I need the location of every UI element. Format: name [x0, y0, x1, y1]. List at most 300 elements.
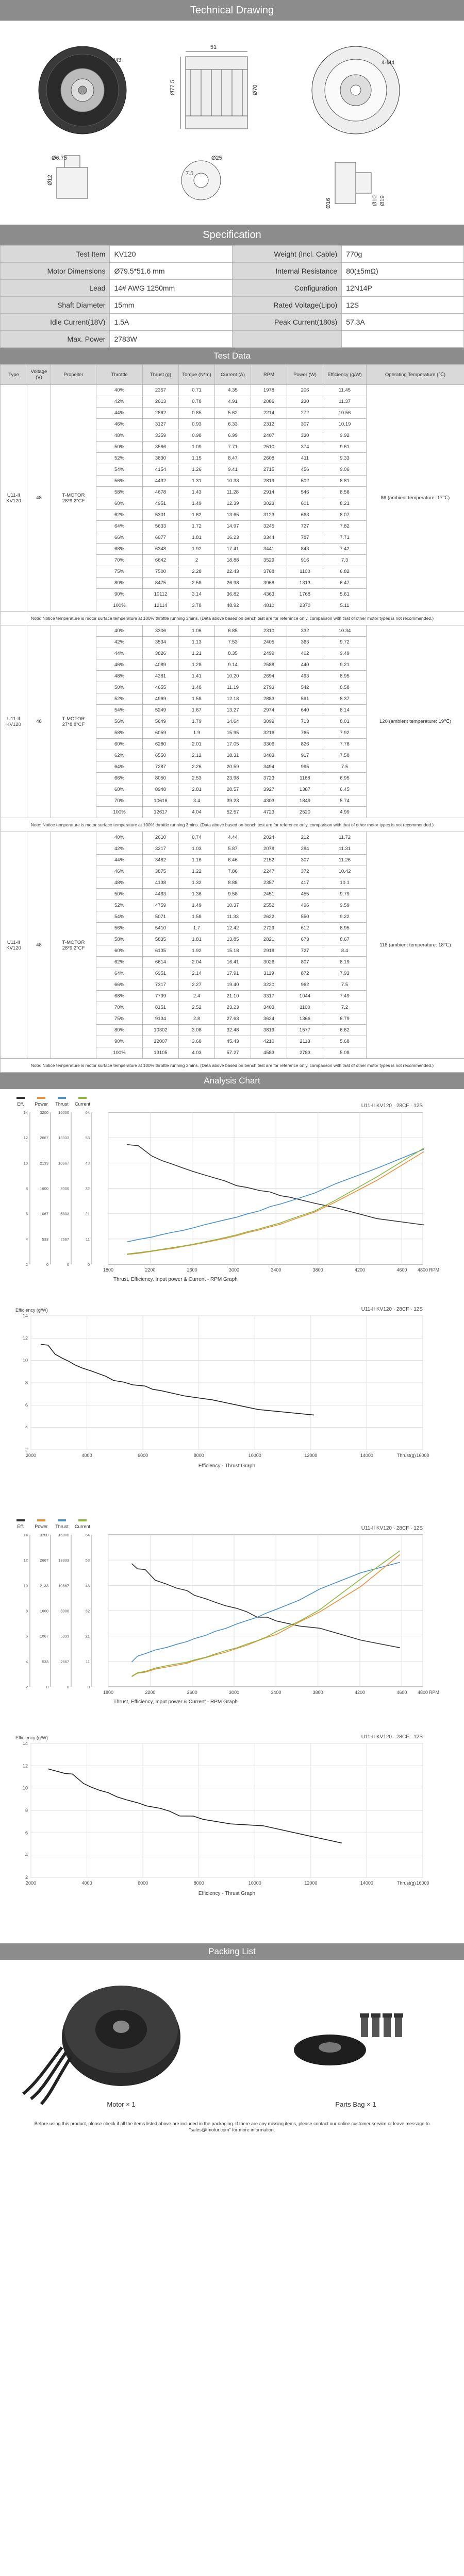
table-cell: 502	[287, 476, 323, 487]
y-tick-label: 2667	[40, 1136, 48, 1141]
y-tick-label: 43	[85, 1161, 90, 1166]
table-cell: 13105	[143, 1047, 179, 1059]
table-cell: 6.46	[215, 855, 251, 866]
spec-label: Motor Dimensions	[1, 263, 110, 280]
table-cell: 1100	[287, 1002, 323, 1013]
y-tick-label: 8	[25, 1186, 28, 1191]
table-cell: 7317	[143, 979, 179, 991]
table-cell: 9.61	[323, 442, 367, 453]
table-cell: 66%	[96, 532, 143, 544]
table-cell: 2.26	[179, 761, 215, 773]
table-cell: 42%	[96, 396, 143, 408]
table-cell: 4583	[251, 1047, 287, 1059]
table-cell: 10302	[143, 1025, 179, 1036]
table-cell: 75%	[96, 566, 143, 578]
motor-label: Motor × 1	[107, 2100, 136, 2108]
table-cell: 1.28	[179, 659, 215, 671]
spec-label: Configuration	[232, 280, 342, 297]
table-cell: 3127	[143, 419, 179, 430]
table-cell: 2622	[251, 911, 287, 923]
table-cell: 9.59	[323, 900, 367, 911]
y-tick-label: 14	[23, 1533, 28, 1537]
table-cell: 2357	[251, 877, 287, 889]
table-cell: 60%	[96, 739, 143, 750]
table-cell: 1.31	[179, 476, 215, 487]
table-cell: 9134	[143, 1013, 179, 1025]
table-cell: 8.95	[323, 923, 367, 934]
table-cell: 2	[179, 555, 215, 566]
y-tick-label: 6	[25, 1830, 28, 1836]
table-cell: 3624	[251, 1013, 287, 1025]
table-cell: 12.39	[215, 498, 251, 510]
y-tick-label: 533	[42, 1659, 48, 1664]
table-cell: 2613	[143, 396, 179, 408]
table-cell: 46%	[96, 659, 143, 671]
table-cell: 10.37	[215, 900, 251, 911]
chart-title: U11-II KV120 · 28CF · 12S	[361, 1526, 423, 1531]
table-cell: 64%	[96, 521, 143, 532]
table-cell: 64%	[96, 968, 143, 979]
table-cell: 2.53	[179, 773, 215, 784]
table-cell: 3217	[143, 843, 179, 855]
x-tick-label: 6000	[138, 1880, 148, 1886]
y-tick-label: 4	[25, 1425, 28, 1430]
y-tick-label: 1067	[40, 1211, 48, 1216]
table-cell: 2214	[251, 408, 287, 419]
table-cell: 1.58	[179, 911, 215, 923]
legend-swatch	[16, 1097, 25, 1099]
table-cell: 7799	[143, 991, 179, 1002]
table-cell: 2.01	[179, 739, 215, 750]
spec-value: 12S	[342, 297, 464, 314]
test-header-cell: Torque (N*m)	[179, 365, 215, 385]
group-cell: T-MOTOR 27*8.8"CF	[51, 625, 96, 818]
table-cell: 6614	[143, 957, 179, 968]
spec-value: 1.5A	[110, 314, 232, 331]
x-tick-label: 4000	[81, 1880, 92, 1886]
table-cell: 2357	[143, 385, 179, 396]
table-cell: 46%	[96, 419, 143, 430]
table-cell: 230	[287, 396, 323, 408]
y-tick-label: 5333	[60, 1211, 69, 1216]
table-cell: 70%	[96, 795, 143, 807]
table-cell: 70%	[96, 555, 143, 566]
table-cell: 284	[287, 843, 323, 855]
group-cell: 48	[27, 625, 51, 818]
table-cell: 2.28	[179, 566, 215, 578]
table-cell: 10616	[143, 795, 179, 807]
table-cell: 40%	[96, 625, 143, 637]
table-cell: 48%	[96, 877, 143, 889]
table-cell: 9.41	[215, 464, 251, 476]
table-cell: 765	[287, 727, 323, 739]
table-cell: 60%	[96, 945, 143, 957]
y-tick-label: 43	[85, 1583, 90, 1588]
table-cell: 3.14	[179, 589, 215, 600]
y-tick-label: 533	[42, 1236, 48, 1242]
table-cell: 3875	[143, 866, 179, 877]
table-cell: 10.19	[323, 419, 367, 430]
table-cell: 52%	[96, 900, 143, 911]
y-tick-label: 13333	[58, 1558, 69, 1563]
table-cell: 22.43	[215, 566, 251, 578]
table-cell: 0.74	[179, 832, 215, 843]
spec-row	[1, 246, 464, 263]
table-cell: 1.13	[179, 637, 215, 648]
table-cell: 2407	[251, 430, 287, 442]
x-tick-label: 10000	[248, 1880, 261, 1886]
spec-value	[342, 331, 464, 348]
table-cell: 3968	[251, 578, 287, 589]
table-cell: 1.21	[179, 648, 215, 659]
table-cell: 6059	[143, 727, 179, 739]
table-cell: 50%	[96, 682, 143, 693]
group-cell: U11-II KV120	[1, 625, 27, 818]
table-cell: 39.23	[215, 795, 251, 807]
table-cell: 3830	[143, 453, 179, 464]
table-cell: 2405	[251, 637, 287, 648]
y-tick-label: 0	[67, 1685, 69, 1689]
y-tick-label: 0	[67, 1262, 69, 1267]
table-cell: 1100	[287, 566, 323, 578]
table-cell: 8151	[143, 1002, 179, 1013]
x-tick-label: 6000	[138, 1453, 148, 1458]
spec-row	[1, 263, 464, 280]
spec-value: KV120	[110, 246, 232, 263]
table-cell: 100%	[96, 807, 143, 818]
table-cell: 56%	[96, 716, 143, 727]
table-cell: 2312	[251, 419, 287, 430]
table-cell: 100%	[96, 1047, 143, 1059]
y-tick-label: 10667	[58, 1583, 69, 1588]
table-cell: 27.63	[215, 1013, 251, 1025]
table-cell: 3768	[251, 566, 287, 578]
table-cell: 0.93	[179, 419, 215, 430]
table-cell: 8050	[143, 773, 179, 784]
table-cell: 52%	[96, 453, 143, 464]
y-tick-label: 21	[85, 1634, 90, 1639]
spec-label: Idle Current(18V)	[1, 314, 110, 331]
table-cell: 21.10	[215, 991, 251, 1002]
table-cell: 26.98	[215, 578, 251, 589]
table-cell: 9.14	[215, 659, 251, 671]
table-cell: 10.1	[323, 877, 367, 889]
table-cell: 1387	[287, 784, 323, 795]
table-cell: 1978	[251, 385, 287, 396]
table-cell: 3403	[251, 750, 287, 761]
y-tick-label: 6	[25, 1634, 28, 1639]
table-cell: 456	[287, 464, 323, 476]
table-cell: 2.52	[179, 1002, 215, 1013]
analysis-chart-title: Analysis Chart	[0, 1073, 464, 1089]
x-tick-label: 3000	[228, 1267, 240, 1273]
x-tick-label: 2200	[145, 1267, 156, 1273]
legend-swatch	[78, 1519, 87, 1521]
table-cell: 843	[287, 544, 323, 555]
table-cell: 3245	[251, 521, 287, 532]
table-cell: 7.49	[323, 991, 367, 1002]
table-cell: 1.62	[179, 510, 215, 521]
table-cell: 2918	[251, 945, 287, 957]
test-header-cell: Thrust (g)	[143, 365, 179, 385]
table-cell: 10.34	[323, 625, 367, 637]
table-cell: 3.4	[179, 795, 215, 807]
table-cell: 62%	[96, 957, 143, 968]
legend-label: Current	[74, 1524, 91, 1529]
table-cell: 1.72	[179, 521, 215, 532]
table-cell: 496	[287, 900, 323, 911]
table-cell: 6077	[143, 532, 179, 544]
table-cell: 4363	[251, 589, 287, 600]
group-cell: 48	[27, 385, 51, 612]
table-cell: 48%	[96, 430, 143, 442]
y-tick-label: 1600	[40, 1608, 48, 1614]
test-header-cell: Throttle	[96, 365, 143, 385]
x-tick-label: 3800	[312, 1690, 323, 1695]
x-tick-label: 2200	[145, 1690, 156, 1695]
y-tick-label: 2667	[60, 1236, 69, 1242]
table-cell: 17.41	[215, 544, 251, 555]
table-cell: 917	[287, 750, 323, 761]
y-tick-label: 53	[85, 1136, 90, 1141]
table-cell: 3099	[251, 716, 287, 727]
legend-swatch	[37, 1519, 45, 1521]
table-cell: 2.27	[179, 979, 215, 991]
table-cell: 4138	[143, 877, 179, 889]
series-line-efficiency	[48, 1769, 342, 1843]
table-cell: 1.26	[179, 464, 215, 476]
table-cell: 663	[287, 510, 323, 521]
table-cell: 12114	[143, 600, 179, 612]
table-cell: 4951	[143, 498, 179, 510]
y-tick-label: 2	[25, 1685, 28, 1689]
table-cell: 6.79	[323, 1013, 367, 1025]
table-cell: 54%	[96, 705, 143, 716]
legend-swatch	[78, 1097, 87, 1099]
y-tick-label: 5333	[60, 1634, 69, 1639]
table-cell: 2247	[251, 866, 287, 877]
table-cell: 1.32	[179, 877, 215, 889]
table-cell: 6.62	[323, 1025, 367, 1036]
spec-label: Internal Resistance	[232, 263, 342, 280]
table-cell: 1.09	[179, 442, 215, 453]
legend-label: Eff.	[17, 1524, 24, 1529]
table-cell: 2883	[251, 693, 287, 705]
table-cell: 9.06	[323, 464, 367, 476]
x-tick-label: 4200	[354, 1690, 366, 1695]
table-cell: 8948	[143, 784, 179, 795]
table-cell: 1.7	[179, 923, 215, 934]
spec-row	[1, 314, 464, 331]
spec-value: 57.3A	[342, 314, 464, 331]
y-tick-label: 8	[25, 1608, 28, 1614]
group-cell: U11-II KV120	[1, 385, 27, 612]
legend-swatch	[16, 1519, 25, 1521]
table-cell: 3359	[143, 430, 179, 442]
x-tick-label: 10000	[248, 1453, 261, 1458]
table-cell: 1.92	[179, 945, 215, 957]
y-tick-label: 3200	[40, 1110, 48, 1115]
table-cell: 50%	[96, 889, 143, 900]
table-cell: 1.16	[179, 855, 215, 866]
table-cell: 1.49	[179, 498, 215, 510]
x-tick-label: 8000	[193, 1880, 204, 1886]
table-cell: 48.92	[215, 600, 251, 612]
table-cell: 80%	[96, 578, 143, 589]
table-cell: 5301	[143, 510, 179, 521]
table-row	[1, 625, 464, 637]
table-cell: 2.04	[179, 957, 215, 968]
dim-shaft-b: Ø12	[47, 175, 53, 185]
y-tick-label: 10	[22, 1785, 28, 1791]
table-cell: 6280	[143, 739, 179, 750]
table-cell: 2024	[251, 832, 287, 843]
table-cell: 3723	[251, 773, 287, 784]
x-tick-label: 3400	[271, 1690, 281, 1695]
table-cell: 2.12	[179, 750, 215, 761]
table-cell: 8.37	[323, 693, 367, 705]
y-tick-label: 10	[23, 1583, 28, 1588]
group-cell: T-MOTOR 28*9.2"CF	[51, 385, 96, 612]
table-cell: 8.21	[323, 498, 367, 510]
x-tick-label: 4800	[417, 1267, 428, 1273]
spec-table	[0, 245, 464, 348]
table-cell: 4154	[143, 464, 179, 476]
table-cell: 9.33	[323, 453, 367, 464]
table-cell: 8.58	[323, 682, 367, 693]
dim-top-holes: 6-M3	[108, 57, 122, 63]
y-tick-label: 8	[25, 1380, 28, 1385]
table-cell: 4.03	[179, 1047, 215, 1059]
table-cell: 5.68	[323, 1036, 367, 1047]
table-cell: 4.99	[323, 807, 367, 818]
table-cell: 8.07	[323, 510, 367, 521]
spec-value: 15mm	[110, 297, 232, 314]
spec-label: Lead	[1, 280, 110, 297]
test-header-cell: Type	[1, 365, 27, 385]
table-cell: 90%	[96, 1036, 143, 1047]
y-tick-label: 10667	[58, 1161, 69, 1166]
table-cell: 5649	[143, 716, 179, 727]
chart-caption: Efficiency - Thrust Graph	[198, 1891, 256, 1896]
table-cell: 16.41	[215, 957, 251, 968]
table-cell: 3119	[251, 968, 287, 979]
spec-value: 14# AWG 1250mm	[110, 280, 232, 297]
table-cell: 2.58	[179, 578, 215, 589]
table-cell: 455	[287, 889, 323, 900]
table-cell: 2729	[251, 923, 287, 934]
x-tick-label: 14000	[360, 1880, 373, 1886]
y-tick-label: 8000	[60, 1186, 69, 1191]
analysis-charts-svg	[0, 1089, 464, 1942]
table-cell: 9.58	[215, 889, 251, 900]
table-cell: 1.22	[179, 866, 215, 877]
table-cell: 3023	[251, 498, 287, 510]
table-cell: 1.43	[179, 487, 215, 498]
table-cell: 4759	[143, 900, 179, 911]
table-cell: 272	[287, 408, 323, 419]
table-cell: 9.79	[323, 889, 367, 900]
x-tick-label: 8000	[193, 1453, 204, 1458]
x-tick-label: 4200	[354, 1267, 366, 1273]
table-cell: 5410	[143, 923, 179, 934]
table-cell: 3220	[251, 979, 287, 991]
legend-label: Current	[74, 1101, 91, 1107]
y-tick-label: 2	[25, 1875, 28, 1880]
table-cell: 3482	[143, 855, 179, 866]
table-cell: 23.98	[215, 773, 251, 784]
legend-label: Thrust	[55, 1524, 69, 1529]
note-row	[1, 612, 464, 625]
test-header-cell: Propeller	[51, 365, 96, 385]
table-cell: 9.72	[323, 637, 367, 648]
test-data-title: Test Data	[0, 348, 464, 364]
table-cell: 6.95	[323, 773, 367, 784]
table-cell: 307	[287, 419, 323, 430]
y-tick-label: 16000	[58, 1533, 69, 1537]
table-cell: 591	[287, 693, 323, 705]
test-header-cell: Current (A)	[215, 365, 251, 385]
y-tick-label: 11	[86, 1236, 90, 1242]
table-cell: 100%	[96, 600, 143, 612]
table-cell: 68%	[96, 991, 143, 1002]
table-cell: 44%	[96, 648, 143, 659]
table-cell: 1768	[287, 589, 323, 600]
table-cell: 6642	[143, 555, 179, 566]
y-tick-label: 4	[25, 1236, 28, 1242]
table-cell: 23.23	[215, 1002, 251, 1013]
table-cell: 7500	[143, 566, 179, 578]
test-data-table	[0, 364, 464, 1073]
table-cell: 5.11	[323, 600, 367, 612]
x-axis-label: Thrust(g)	[397, 1453, 416, 1458]
y-tick-label: 14	[22, 1741, 28, 1746]
table-cell: 307	[287, 855, 323, 866]
table-cell: 1366	[287, 1013, 323, 1025]
legend-label: Thrust	[55, 1101, 69, 1107]
table-cell: 2.8	[179, 1013, 215, 1025]
table-cell: 3441	[251, 544, 287, 555]
table-cell: 44%	[96, 855, 143, 866]
table-cell: 0.78	[179, 396, 215, 408]
packing-svg	[0, 1960, 464, 2114]
table-cell: 3403	[251, 1002, 287, 1013]
table-cell: 727	[287, 521, 323, 532]
table-cell: 2.14	[179, 968, 215, 979]
table-cell: 2862	[143, 408, 179, 419]
spec-value: 770g	[342, 246, 464, 263]
table-cell: 330	[287, 430, 323, 442]
table-cell: 4678	[143, 487, 179, 498]
table-cell: 3826	[143, 648, 179, 659]
packing-list	[0, 1960, 464, 2114]
table-cell: 10112	[143, 589, 179, 600]
table-cell: 332	[287, 625, 323, 637]
analysis-charts	[0, 1089, 464, 1943]
y-tick-label: 64	[85, 1110, 90, 1115]
table-cell: 3566	[143, 442, 179, 453]
table-cell: 36.82	[215, 589, 251, 600]
table-cell: 1.36	[179, 889, 215, 900]
dim-mount-diameter: Ø70	[252, 84, 258, 95]
table-cell: 374	[287, 442, 323, 453]
table-cell: 7.71	[323, 532, 367, 544]
y-tick-label: 0	[87, 1262, 90, 1267]
y-tick-label: 4	[25, 1852, 28, 1858]
table-cell: 4810	[251, 600, 287, 612]
y-tick-label: 8000	[60, 1608, 69, 1614]
table-cell: 4381	[143, 671, 179, 682]
